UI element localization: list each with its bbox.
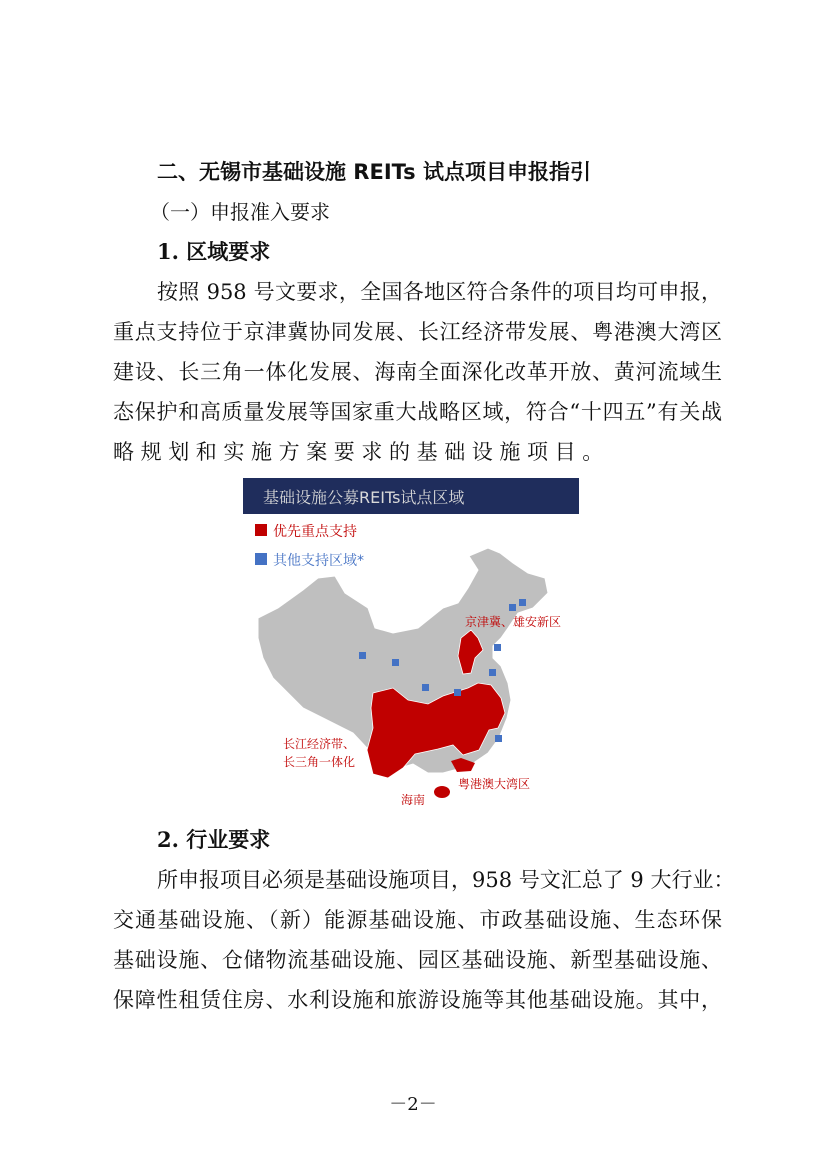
label-hainan: 海南 xyxy=(401,793,426,807)
marker xyxy=(519,599,526,606)
paragraph-line: 建设、长三角一体化发展、海南全面深化改革开放、黄河流域生 xyxy=(113,360,722,384)
figure-title: 基础设施公募REITs试点区域 xyxy=(263,488,465,507)
marker xyxy=(454,689,461,696)
industry-requirements-title: 2. 行业要求 xyxy=(157,827,271,852)
marker xyxy=(489,669,496,676)
paragraph-line: 按照 958 号文要求，全国各地区符合条件的项目均可申报， xyxy=(157,280,722,304)
paragraph-line: 态保护和高质量发展等国家重大战略区域，符合“十四五”有关战 xyxy=(113,400,722,424)
paragraph-line: 略规划和实施方案要求的基础设施项目。 xyxy=(113,440,610,464)
label-jingjinji: 京津冀、雄安新区 xyxy=(465,615,562,629)
marker xyxy=(359,652,366,659)
label-gba: 粤港澳大湾区 xyxy=(458,777,531,791)
paragraph-line: 保障性租赁住房、水利设施和旅游设施等其他基础设施。其中， xyxy=(113,988,722,1012)
label-yangtze-2: 长三角一体化 xyxy=(283,755,356,769)
reits-pilot-region-map xyxy=(243,478,579,814)
marker xyxy=(494,644,501,651)
legend-label-priority: 优先重点支持 xyxy=(273,524,357,540)
marker xyxy=(422,684,429,691)
hainan-region xyxy=(434,786,450,798)
marker xyxy=(509,604,516,611)
legend-label-other: 其他支持区域* xyxy=(273,553,364,569)
section-heading: 二、无锡市基础设施 REITs 试点项目申报指引 xyxy=(157,160,591,184)
label-yangtze-1: 长江经济带、 xyxy=(283,737,356,751)
region-requirements-title: 1. 区域要求 xyxy=(157,239,271,264)
page-number: －2－ xyxy=(389,1094,437,1115)
legend-swatch-priority xyxy=(255,524,267,536)
paragraph-line: 所申报项目必须是基础设施项目，958 号文汇总了 9 大行业： xyxy=(157,868,735,892)
marker xyxy=(495,735,502,742)
marker xyxy=(392,659,399,666)
legend-swatch-other xyxy=(255,553,267,565)
paragraph-line: 基础设施、仓储物流基础设施、园区基础设施、新型基础设施、 xyxy=(113,948,722,972)
paragraph-line: 重点支持位于京津冀协同发展、长江经济带发展、粤港澳大湾区 xyxy=(113,320,722,344)
subsection-heading: （一）申报准入要求 xyxy=(150,200,330,224)
paragraph-line: 交通基础设施、（新）能源基础设施、市政基础设施、生态环保 xyxy=(113,908,722,932)
